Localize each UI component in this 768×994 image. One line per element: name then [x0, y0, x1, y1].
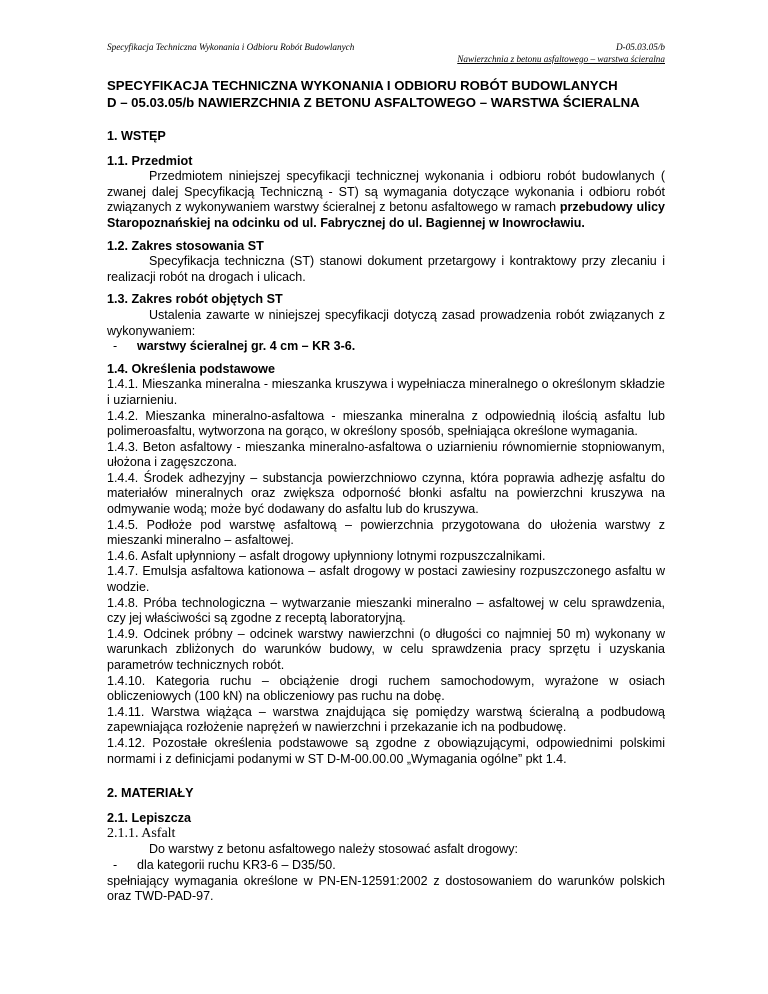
header-subtitle: Nawierzchnia z betonu asfaltowego – warstwa ścieralna: [457, 53, 665, 64]
list-dash: -: [113, 857, 118, 872]
definition-1-4-5: 1.4.5. Podłoże pod warstwę asfaltową – powierzchnia przygotowana do ułożenia warstwy z mieszanki mineralno – asfaltowej.: [107, 517, 665, 548]
definition-1-4-9: 1.4.9. Odcinek próbny – odcinek warstwy nawierzchni (o długości co najmniej 50 m) wykonany w warunkach zbliżonych do warunków budowy, w celu sprawdzenia pracy sprzętu i uzyskania parametrów technicznych robót.: [107, 626, 665, 672]
header-code: D-05.03.05/b: [616, 42, 665, 52]
document-body: [107, 78, 665, 905]
header-right: [457, 42, 665, 65]
page-header: [107, 42, 665, 62]
list-item-2-1-1-text: dla kategorii ruchu KR3-6 – D35/50.: [137, 857, 336, 872]
heading-1-3: 1.3. Zakres robót objętych ST: [107, 292, 283, 307]
definition-1-4-8: 1.4.8. Próba technologiczna – wytwarzanie mieszanki mineralno – asfaltowej w celu sprawdzenia, czy jej właściwości są zgodne z receptą laboratoryjną.: [107, 595, 665, 626]
definition-1-4-10: 1.4.10. Kategoria ruchu – obciążenie drogi ruchem samochodowym, wyrażone w osiach obliczeniowych (100 kN) na obliczeniowy pas ruchu na dobę.: [107, 673, 665, 704]
definition-1-4-3: 1.4.3. Beton asfaltowy - mieszanka mineralno-asfaltowa o uziarnieniu równomiernie stopniowanym, ułożona i zagęszczona.: [107, 439, 665, 470]
list-dash: -: [113, 339, 118, 354]
heading-2-1: 2.1. Lepiszcza: [107, 810, 191, 825]
header-left-title: Specyfikacja Techniczna Wykonania i Odbioru Robót Budowlanych: [107, 42, 355, 52]
paragraph-1-3: Ustalenia zawarte w niniejszej specyfikacji dotyczą zasad prowadzenia robót związanych z wykonywaniem:: [107, 307, 665, 338]
definition-1-4-1: 1.4.1. Mieszanka mineralna - mieszanka kruszywa i wypełniacza mineralnego o określonym składzie i uziarnieniu.: [107, 377, 665, 407]
heading-1-4: 1.4. Określenia podstawowe: [107, 361, 275, 376]
definition-1-4-6: 1.4.6. Asfalt upłynniony – asfalt drogowy upłynniony lotnymi rozpuszczalnikami.: [107, 548, 546, 563]
paragraph-1-2: Specyfikacja techniczna (ST) stanowi dokument przetargowy i kontraktowy przy zlecaniu i realizacji robót na drogach i ulicach.: [107, 254, 665, 284]
paragraph-2-1-1: Do warstwy z betonu asfaltowego należy stosować asfalt drogowy:: [149, 842, 518, 857]
doc-title-line1: SPECYFIKACJA TECHNICZNA WYKONANIA I ODBIORU ROBÓT BUDOWLANYCH: [107, 78, 618, 93]
heading-2-1-1: 2.1.1. Asfalt: [107, 826, 176, 842]
list-item-1-3: [107, 339, 665, 355]
paragraph-1-1-text: Przedmiotem niniejszej specyfikacji technicznej wykonania i odbioru robót budowlanych ( zwanej dalej Specyfikacją Techniczną - ST) są wymagania dotyczące wykonania i odbioru robót związanych z wykonywaniem warstwy ścieralnej z betonu asfaltowego w ramach: [107, 169, 665, 215]
heading-1-1: 1.1. Przedmiot: [107, 153, 193, 168]
paragraph-1-1: [107, 169, 665, 231]
definition-1-4-11: 1.4.11. Warstwa wiążąca – warstwa znajdująca się pomiędzy warstwą ścieralną a podbudową zapewniająca rozłożenie naprężeń w nawierzchni i przekazanie ich na podbudowę.: [107, 704, 665, 735]
definition-1-4-7: 1.4.7. Emulsja asfaltowa kationowa – asfalt drogowy w postaci zawiesiny rozpuszczonego asfaltu w wodzie.: [107, 564, 665, 595]
definition-1-4-12: 1.4.12. Pozostałe określenia podstawowe są zgodne z obowiązującymi, odpowiednimi polskimi normami i z definicjami podanymi w ST D-M-00.00.00 „Wymagania ogólne” pkt 1.4.: [107, 735, 665, 766]
definition-1-4-4: 1.4.4. Środek adhezyjny – substancja powierzchniowo czynna, która poprawia adhezję asfaltu do materiałów mineralnych oraz zwiększa odporność błonki asfaltu na powierzchni kruszywa na odmywanie wodą; może być dodawany do asfaltu lub do kruszywa.: [107, 470, 665, 517]
paragraph-1-1-bold: przebudowy ulicy Staropoznańskiej na odcinku od ul. Fabrycznej do ul. Bagiennej w Inowrocławiu.: [107, 200, 665, 230]
paragraph-2-1-1-cont: spełniający wymagania określone w PN-EN-12591:2002 z dostosowaniem do warunków polskich oraz TWD-PAD-97.: [107, 873, 665, 904]
list-item-2-1-1: [107, 858, 665, 874]
heading-1-2: 1.2. Zakres stosowania ST: [107, 238, 264, 253]
definition-1-4-2: 1.4.2. Mieszanka mineralno-asfaltowa - mieszanka mineralna z odpowiednią ilością asfaltu lub polimeroasfaltu, wytworzona na gorąco, w określony sposób, spełniająca określone wymagania.: [107, 408, 665, 439]
doc-title-line2: D – 05.03.05/b NAWIERZCHNIA Z BETONU ASFALTOWEGO – WARSTWA ŚCIERALNA: [107, 94, 640, 110]
section-1-heading: 1. WSTĘP: [107, 129, 166, 143]
section-2-heading: 2. MATERIAŁY: [107, 786, 194, 801]
list-item-1-3-text: warstwy ścieralnej gr. 4 cm – KR 3-6.: [137, 339, 356, 354]
